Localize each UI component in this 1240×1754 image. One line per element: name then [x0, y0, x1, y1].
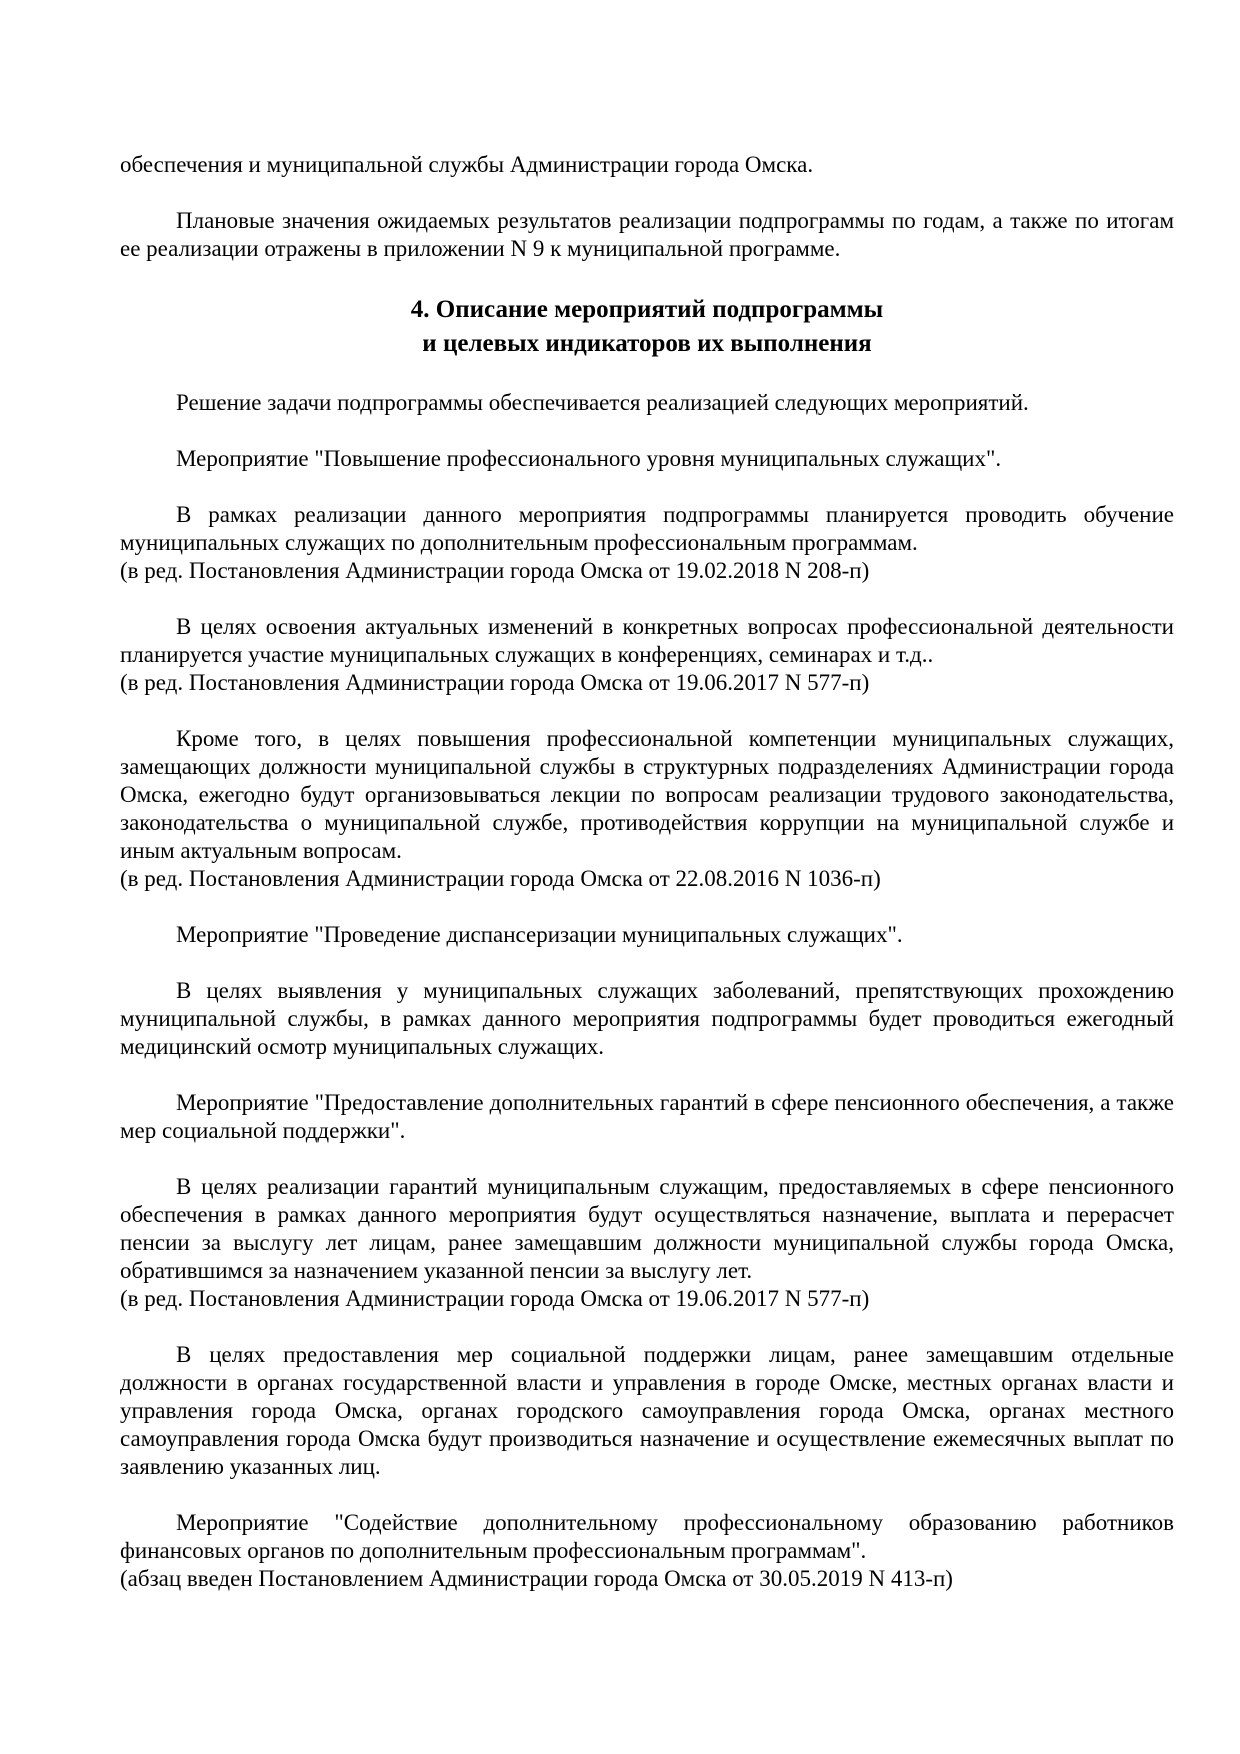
section-heading-line-2: и целевых индикаторов их выполнения: [422, 330, 872, 357]
paragraph-event-professional-level: Мероприятие "Повышение профессионального уровня муниципальных служащих".: [176, 446, 1002, 471]
paragraph-conferences: В целях освоения актуальных изменений в конкретных вопросах профессиональной деятельности планируется участие муниципальных служащих в конференциях, семинарах и т.д..: [120, 614, 1174, 667]
amendment-note-financial-education: (абзац введен Постановлением Администрации города Омска от 30.05.2019 N 413-п): [120, 1566, 953, 1591]
amendment-note-conferences: (в ред. Постановления Администрации города Омска от 19.06.2017 N 577-п): [120, 670, 870, 695]
paragraph-social-support: В целях предоставления мер социальной поддержки лицам, ранее замещавшим отдельные должности в органах государственной власти и управления в городе Омске, местных органах власти и управления города Омска, органах городского самоуправления города Омска, органах местного самоуправления города Омска будут производиться назначение и осуществление ежемесячных выплат по заявлению указанных лиц.: [120, 1342, 1174, 1479]
paragraph-event-financial-education: Мероприятие "Содействие дополнительному профессиональному образованию работников финансовых органов по дополнительным профессиональным программам".: [120, 1510, 1174, 1563]
section-heading-line-1: 4. Описание мероприятий подпрограммы: [410, 296, 884, 323]
document-body: [120, 151, 1174, 1593]
amendment-note-training: (в ред. Постановления Администрации города Омска от 19.02.2018 N 208-п): [120, 558, 870, 583]
paragraph-event-medical: Мероприятие "Проведение диспансеризации муниципальных служащих".: [176, 922, 903, 947]
section-heading: [120, 293, 1174, 361]
paragraph-lectures: Кроме того, в целях повышения профессиональной компетенции муниципальных служащих, замещающих должности муниципальной службы в структурных подразделениях Администрации города Омска, ежегодно будут организовываться лекции по вопросам реализации трудового законодательства, законодательства о муниципальной службе, противодействия коррупции на муниципальной службе и иным актуальным вопросам.: [120, 726, 1174, 863]
paragraph-medical: В целях выявления у муниципальных служащих заболеваний, препятствующих прохождению муниципальной службы, в рамках данного мероприятия подпрограммы будет проводиться ежегодный медицинский осмотр муниципальных служащих.: [120, 978, 1174, 1059]
amendment-note-pension: (в ред. Постановления Администрации города Омска от 19.06.2017 N 577-п): [120, 1286, 870, 1311]
paragraph-event-pension: Мероприятие "Предоставление дополнительных гарантий в сфере пенсионного обеспечения, а также мер социальной поддержки".: [120, 1090, 1174, 1143]
paragraph-pension: В целях реализации гарантий муниципальным служащим, предоставляемых в сфере пенсионного обеспечения в рамках данного мероприятия будут осуществляться назначение, выплата и перерасчет пенсии за выслугу лет лицам, ранее замещавшим должности муниципальной службы города Омска, обратившимся за назначением указанной пенсии за выслугу лет.: [120, 1174, 1174, 1283]
intro-line: обеспечения и муниципальной службы Администрации города Омска.: [120, 152, 814, 177]
paragraph-solution: Решение задачи подпрограммы обеспечивается реализацией следующих мероприятий.: [176, 390, 1029, 415]
paragraph-training: В рамках реализации данного мероприятия подпрограммы планируется проводить обучение муниципальных служащих по дополнительным профессиональным программам.: [120, 502, 1174, 555]
paragraph-planned-values: Плановые значения ожидаемых результатов реализации подпрограммы по годам, а также по итогам ее реализации отражены в приложении N 9 к муниципальной программе.: [120, 208, 1174, 261]
amendment-note-lectures: (в ред. Постановления Администрации города Омска от 22.08.2016 N 1036-п): [120, 866, 881, 891]
